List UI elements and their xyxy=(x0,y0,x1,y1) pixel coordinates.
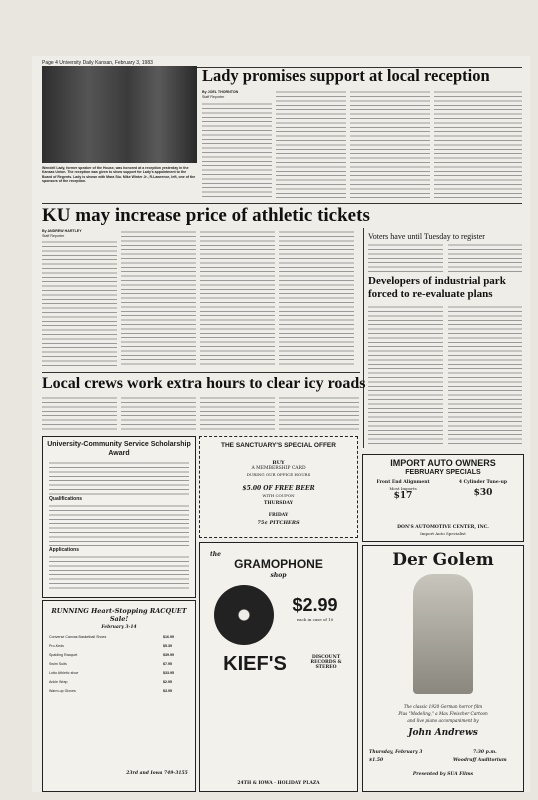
developers-body-col-1 xyxy=(368,305,443,445)
scholarship-applications-text xyxy=(49,555,189,591)
racquet-item-price: $3.95 xyxy=(163,689,172,693)
sanctuary-price-sub: WITH COUPON xyxy=(262,493,295,498)
scholarship-qualifications-text xyxy=(49,504,189,546)
import-shop: DON'S AUTOMOTIVE CENTER, INC. xyxy=(397,525,489,530)
lady-headline: Lady promises support at local reception xyxy=(202,66,490,85)
voters-body-col-1 xyxy=(368,243,443,273)
lady-body-col-3 xyxy=(350,90,430,200)
lady-byline xyxy=(202,90,272,99)
voters-body-col-2 xyxy=(448,243,522,273)
import-title: IMPORT AUTO OWNERS xyxy=(390,458,496,468)
racquet-item-name: Ankle Wrap xyxy=(49,680,68,684)
scholarship-qualifications-heading: Qualifications xyxy=(49,496,83,502)
golem-price: $1.50 xyxy=(369,758,384,763)
sanctuary-card: A MEMBERSHIP CARD xyxy=(251,466,306,471)
kiefs-logo: KIEF'S xyxy=(223,653,287,675)
record-graphic xyxy=(214,585,274,645)
import-left-head: Front End Alignment xyxy=(376,480,430,485)
racquet-footer: 23rd and Iowa 749-3155 xyxy=(126,771,188,776)
import-left-price: $17 xyxy=(393,491,413,501)
gramophone-name: GRAMOPHONE xyxy=(234,557,323,571)
kiefs-sub: DISCOUNT RECORDS & STEREO xyxy=(310,655,342,670)
athletic-headline: KU may increase price of athletic tickets xyxy=(42,205,370,226)
athletic-body-col-2 xyxy=(121,230,196,368)
lady-body-col-4 xyxy=(434,90,522,200)
lady-body-col-2 xyxy=(276,90,346,200)
golem-blurb-2: Plus "Modeling," a Max Fleischer Cartoon xyxy=(398,711,488,716)
import-right-head: 4 Cylinder Tune-up xyxy=(458,480,508,485)
sanctuary-ad xyxy=(199,436,358,538)
racquet-item-price: $33.95 xyxy=(163,671,174,675)
racquet-item-price: $16.99 xyxy=(163,635,174,639)
lady-photo xyxy=(42,66,197,163)
lady-photo-caption: Wendell Lady, former speaker of the House, was honored at a reception yesterday in the Kansas Union. The reception was given to show support for Lady's appointment to the Board of Regents. Lady is shown with Mara Stu. Mike Winter Jr., R-Lawrence, left, one of the sponsors of the reception. xyxy=(42,166,196,183)
golem-venue: Woodruff Auditorium xyxy=(453,758,507,763)
voters-headline: Voters have until Tuesday to register xyxy=(368,232,485,241)
gramophone-price: $2.99 xyxy=(292,595,338,615)
racquet-sale-ad xyxy=(42,600,196,792)
racquet-item-name: Pro-Keds xyxy=(49,644,64,648)
gramophone-the: the xyxy=(210,551,221,558)
racquet-item-name: Warm-up Gloves xyxy=(49,689,76,693)
lady-body-col-1 xyxy=(202,102,272,200)
racquet-title: RUNNING Heart-Stopping RACQUET Sale! xyxy=(51,607,187,623)
der-golem-ad xyxy=(362,545,524,792)
scholarship-applications-heading: Applications xyxy=(49,547,80,553)
lady-byline-title: Staff Reporter xyxy=(202,94,225,99)
athletic-byline xyxy=(42,229,117,238)
gramophone-price-sub: each in case of 10 xyxy=(296,617,334,622)
gramophone-ad xyxy=(199,542,358,792)
import-auto-ad xyxy=(362,454,524,542)
racquet-item-price: $2.95 xyxy=(163,680,172,684)
lady-byline-name: By JOEL THORNTON xyxy=(202,90,239,94)
athletic-body-col-1 xyxy=(42,240,117,368)
rule-2 xyxy=(42,372,360,373)
racquet-item-price: $39.99 xyxy=(163,653,174,657)
sanctuary-price: $5.00 OF FREE BEER xyxy=(242,485,315,492)
crews-body-col-4 xyxy=(279,396,359,432)
racquet-item-price: $5.39 xyxy=(163,644,172,648)
sanctuary-title: THE SANCTUARY'S SPECIAL OFFER xyxy=(221,442,336,449)
golem-time: 7:30 p.m. xyxy=(473,750,497,755)
athletic-byline-title: Staff Reporter xyxy=(42,233,65,238)
developers-headline: Developers of industrial park forced to re-evaluate plans xyxy=(368,275,506,300)
golem-blurb-3: and live piano accompaniment by xyxy=(407,718,479,723)
racquet-item-name: Converse Canvas Basketball Shoes xyxy=(49,635,107,639)
gramophone-shop: shop xyxy=(270,572,287,579)
rule-voters xyxy=(363,228,364,448)
golem-date: Thursday, February 3 xyxy=(369,750,423,755)
kiefs-address: 24TH & IOWA · HOLIDAY PLAZA xyxy=(237,781,320,786)
page-folio: Page 4 University Daily Kansan, February 3, 1983 xyxy=(42,60,522,68)
import-left-sub: Most Imports xyxy=(389,486,417,491)
scholarship-ad xyxy=(42,436,196,598)
crews-body-col-3 xyxy=(200,396,275,432)
import-subtitle: FEBRUARY SPECIALS xyxy=(405,469,481,476)
athletic-body-col-3 xyxy=(200,230,275,368)
golem-illustration xyxy=(413,574,473,694)
golem-title: Der Golem xyxy=(392,550,494,570)
sanctuary-thursday: THURSDAY xyxy=(264,501,293,506)
sanctuary-friday: FRIDAY xyxy=(268,513,289,518)
import-right-price: $30 xyxy=(473,488,493,498)
athletic-byline-name: By ANDREW HARTLEY xyxy=(42,229,82,233)
crews-headline: Local crews work extra hours to clear icy roads xyxy=(42,375,366,392)
scholarship-title: University-Community Service Scholarship Award xyxy=(47,441,191,457)
racquet-item-name: Lotto Athletic shoe xyxy=(49,671,79,675)
import-shop-sub: Import Auto Specialist xyxy=(420,531,466,536)
developers-body-col-2 xyxy=(448,305,522,445)
scholarship-intro xyxy=(49,461,189,495)
golem-blurb-1: The classic 1920 German horror film xyxy=(403,704,483,709)
sanctuary-pitchers: 75¢ PITCHERS xyxy=(257,520,300,526)
sanctuary-during: DURING OUR OFFICE HOURS xyxy=(246,472,311,477)
racquet-dates: February 3-14 xyxy=(101,625,137,630)
athletic-body-col-4 xyxy=(279,230,354,368)
golem-performer: John Andrews xyxy=(408,728,478,738)
racquet-item-price: $7.95 xyxy=(163,662,172,666)
sanctuary-buy: BUY xyxy=(272,460,285,466)
crews-body-col-2 xyxy=(121,396,196,432)
rule-1 xyxy=(42,203,522,204)
golem-presenter: Presented by SUA Films xyxy=(412,772,474,777)
crews-body-col-1 xyxy=(42,396,117,432)
racquet-item-name: Swim Suits xyxy=(49,662,67,666)
racquet-item-name: Spalding Racquet xyxy=(49,653,78,657)
